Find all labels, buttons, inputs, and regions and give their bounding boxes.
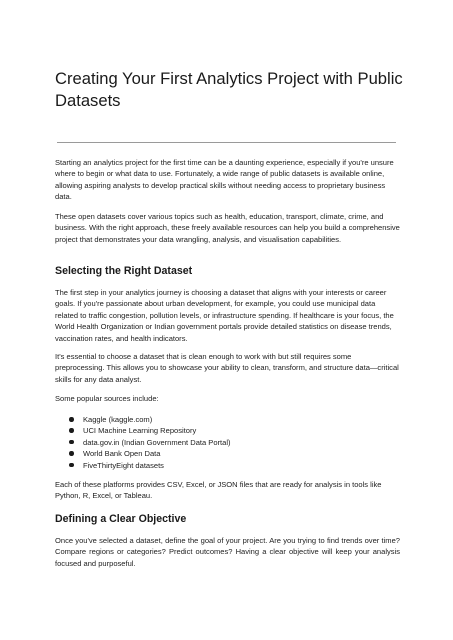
title-line-2: Datasets [55, 91, 121, 110]
list-item [55, 460, 395, 471]
section-heading-selecting-dataset: Selecting the Right Dataset [55, 265, 193, 277]
intro-paragraph-2: These open datasets cover various topics such as health, education, transport, climate, crime, and business. With the right approach, these freely available resources can help you build a comprehensive project that demonstrates your data wrangling, analysis, and visualisation capabilities. [55, 212, 400, 244]
title-divider [57, 142, 396, 143]
section1-paragraph-1: The first step in your analytics journey is choosing a dataset that aligns with your interests or career goals. If you're passionate about urban development, for example, you could use municipal data related to traffic congestion, pollution levels, or infrastructure spending. If healthcare is your focus, the World Health Organization or Indian government portals provide detailed statistics on disease trends, vaccination rates, and health indicators. [55, 288, 394, 343]
bullet-icon [69, 440, 74, 445]
bullet-icon [69, 428, 74, 433]
bullet-icon [69, 451, 74, 456]
intro-paragraph-1: Starting an analytics project for the first time can be a daunting experience, especially if you're unsure where to begin or what data to use. Fortunately, a wide range of public datasets is available online, allowing aspiring analysts to develop practical skills without needing access to proprietary business data. [55, 158, 394, 202]
bullet-icon [69, 463, 74, 468]
section-heading-defining-objective: Defining a Clear Objective [55, 513, 187, 525]
document-title [55, 68, 415, 112]
source-label: World Bank Open Data [83, 449, 161, 459]
list-item [55, 437, 395, 448]
source-label: FiveThirtyEight datasets [83, 460, 164, 470]
source-label: data.gov.in (Indian Government Data Portal) [83, 437, 231, 447]
list-item [55, 414, 395, 425]
title-line-1: Creating Your First Analytics Project with Public [55, 69, 403, 88]
section1-paragraph-4: Each of these platforms provides CSV, Excel, or JSON files that are ready for analysis in tools like Python, R, Excel, or Tableau. [55, 480, 382, 501]
source-label: Kaggle (kaggle.com) [83, 415, 153, 424]
sources-list [55, 414, 395, 471]
list-item [55, 448, 395, 459]
bullet-icon [69, 417, 74, 422]
source-label: UCI Machine Learning Repository [83, 426, 197, 436]
section1-paragraph-3: Some popular sources include: [55, 394, 159, 403]
section2-paragraph-1: Once you've selected a dataset, define the goal of your project. Are you trying to find trends over time? Compare regions or categories? Predict outcomes? Having a clear objective will keep your analysis focused and purposeful. [55, 536, 400, 568]
list-item [55, 425, 395, 436]
section1-paragraph-2: It's essential to choose a dataset that is clean enough to work with but still requires some preprocessing. This allows you to showcase your ability to clean, transform, and structure data—critical skills for any data analyst. [55, 352, 399, 384]
